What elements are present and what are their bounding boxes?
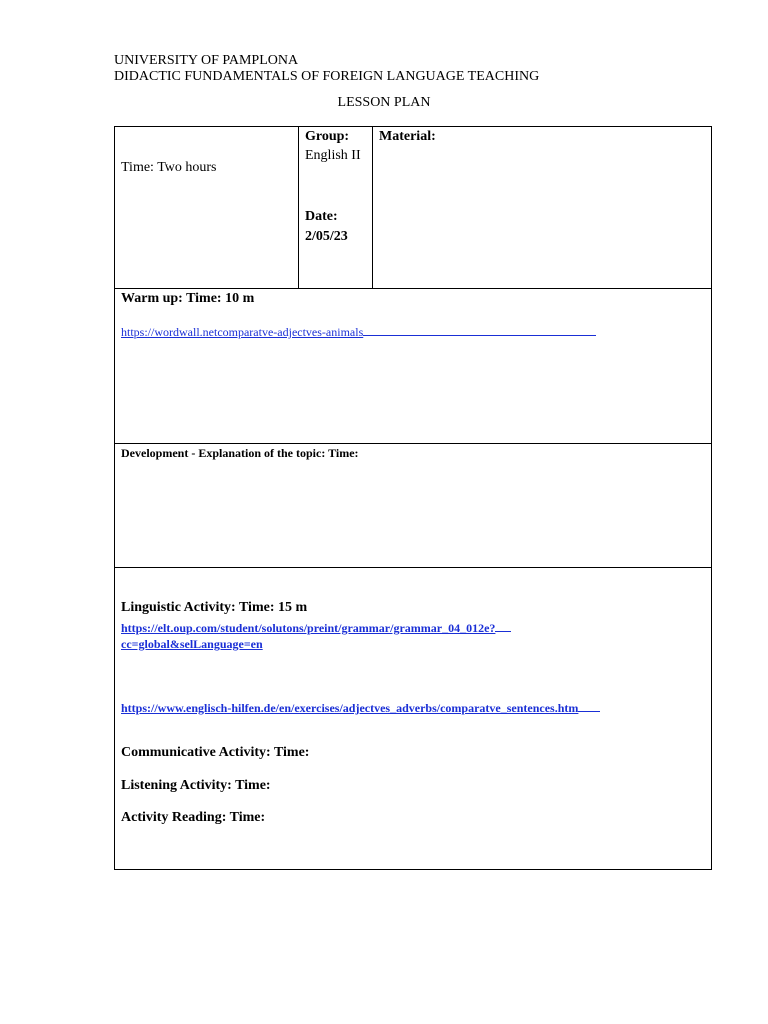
link-underline-trail: [495, 617, 511, 632]
row-divider: [115, 288, 711, 289]
university-name: UNIVERSITY OF PAMPLONA: [114, 53, 299, 68]
exercises-link[interactable]: https://www.englisch-hilfen.de/en/exercises/adjectves_adverbs/comparatve_sentences.htm: [121, 701, 579, 715]
material-label: Material:: [379, 129, 436, 144]
link-underline-trail: [578, 697, 600, 712]
grammar-link-continued[interactable]: cc=global&selLanguage=en: [121, 637, 263, 651]
group-value: English II: [305, 148, 361, 163]
row-divider: [115, 443, 711, 444]
communicative-label: Communicative Activity: Time:: [121, 745, 310, 760]
reading-label: Activity Reading: Time:: [121, 810, 266, 825]
warmup-link-line: [121, 321, 596, 341]
warmup-link[interactable]: https://wordwall.netcomparatve-adjectves-animals: [121, 325, 364, 339]
group-label: Group:: [305, 129, 350, 144]
column-divider: [372, 127, 373, 288]
warmup-label: Warm up: Time: 10 m: [121, 291, 255, 306]
listening-label: Listening Activity: Time:: [121, 778, 271, 793]
column-divider: [298, 127, 299, 288]
exercises-link-line: [121, 697, 600, 717]
date-value: 2/05/23: [305, 229, 348, 244]
row-divider: [115, 567, 711, 568]
linguistic-label: Linguistic Activity: Time: 15 m: [121, 600, 308, 615]
lesson-plan-table: [114, 126, 712, 870]
grammar-link-line-2: [121, 636, 263, 653]
course-name: DIDACTIC FUNDAMENTALS OF FOREIGN LANGUAGE TEACHING: [114, 69, 540, 84]
development-label: Development - Explanation of the topic: Time:: [121, 446, 359, 460]
document-title: LESSON PLAN: [337, 95, 431, 110]
date-label: Date:: [305, 209, 338, 224]
grammar-link-line-1: [121, 617, 511, 637]
grammar-link[interactable]: https://elt.oup.com/student/solutons/preint/grammar/grammar_04_012e?: [121, 621, 496, 635]
link-underline-trail: [363, 321, 596, 336]
time-cell: Time: Two hours: [121, 160, 217, 175]
